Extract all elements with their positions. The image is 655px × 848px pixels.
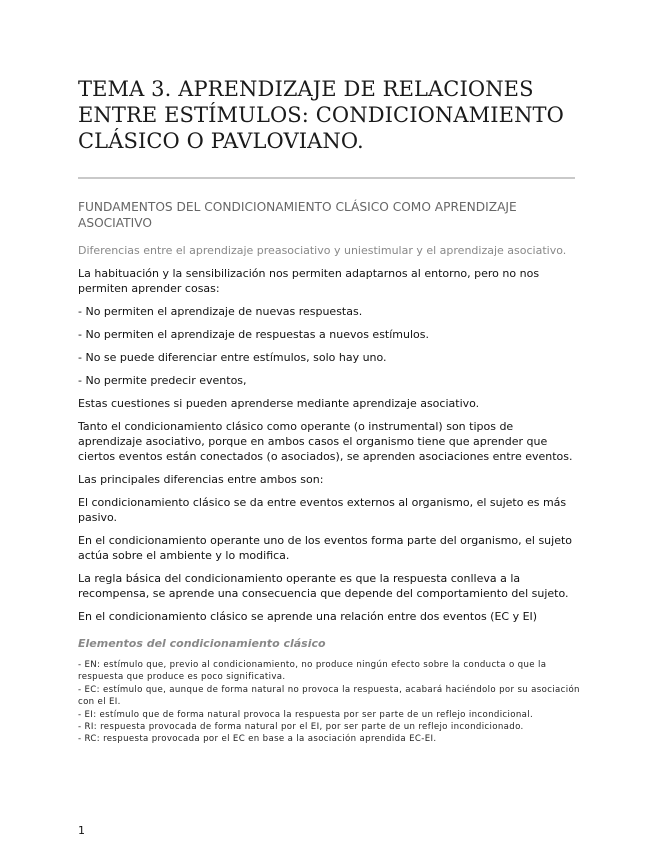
body-text [78,266,578,632]
paragraph: Las principales diferencias entre ambos son: [78,473,324,486]
paragraph: - No permite predecir eventos, [78,374,247,387]
list-item: - EC: estímulo que, aunque de forma natural no provoca la respuesta, acabará haciéndolo por su asociación con el EI. [78,684,580,708]
list-item: - RI: respuesta provocada de forma natural por el EI, por ser parte de un reflejo incondicionado. [78,722,524,733]
paragraph: - No permiten el aprendizaje de respuestas a nuevos estímulos. [78,328,430,341]
paragraph: - No permiten el aprendizaje de nuevas respuestas. [78,305,363,318]
title-divider [78,177,575,179]
paragraph: El condicionamiento clásico se da entre eventos externos al organismo, el sujeto es más pasivo. [78,496,567,524]
paragraph: En el condicionamiento clásico se aprende una relación entre dos eventos (EC y EI) [78,610,538,623]
elements-heading: Elementos del condicionamiento clásico [78,637,326,650]
subheading: Diferencias entre el aprendizaje preasociativo y uniestimular y el aprendizaje asociativo. [78,244,567,257]
list-item: - EN: estímulo que, previo al condicionamiento, no produce ningún efecto sobre la conducta o que la respuesta que produce es poco significativa. [78,660,547,683]
paragraph: En el condicionamiento operante uno de los eventos forma parte del organismo, el sujeto actúa sobre el ambiente y lo modifica. [78,534,573,562]
elements-list [78,659,588,746]
paragraph: Tanto el condicionamiento clásico como operante (o instrumental) son tipos de aprendizaje asociativo, porque en ambos casos el organismo tiene que aprender que ciertos eventos están conectados (o asociados), se aprenden asociaciones entre eventos. [78,420,573,463]
list-item: - EI: estímulo que de forma natural provoca la respuesta por ser parte de un reflejo incondicional. [78,709,534,720]
page-number: 1 [78,824,85,837]
paragraph: La regla básica del condicionamiento operante es que la respuesta conlleva a la recompensa, se aprende una consecuencia que depende del comportamiento del sujeto. [78,572,569,600]
document-title: TEMA 3. APRENDIZAJE DE RELACIONES ENTRE ESTÍMULOS: CONDICIONAMIENTO CLÁSICO O PAVLOVIANO. [78,77,564,153]
paragraph: La habituación y la sensibilización nos permiten adaptarnos al entorno, pero no nos permiten aprender cosas: [78,267,540,295]
list-item: - RC: respuesta provocada por el EC en base a la asociación aprendida EC-EI. [78,734,437,745]
paragraph: Estas cuestiones si pueden aprenderse mediante aprendizaje asociativo. [78,397,480,410]
paragraph: - No se puede diferenciar entre estímulos, solo hay uno. [78,351,387,364]
section-heading: FUNDAMENTOS DEL CONDICIONAMIENTO CLÁSICO COMO APRENDIZAJE ASOCIATIVO [78,200,517,230]
